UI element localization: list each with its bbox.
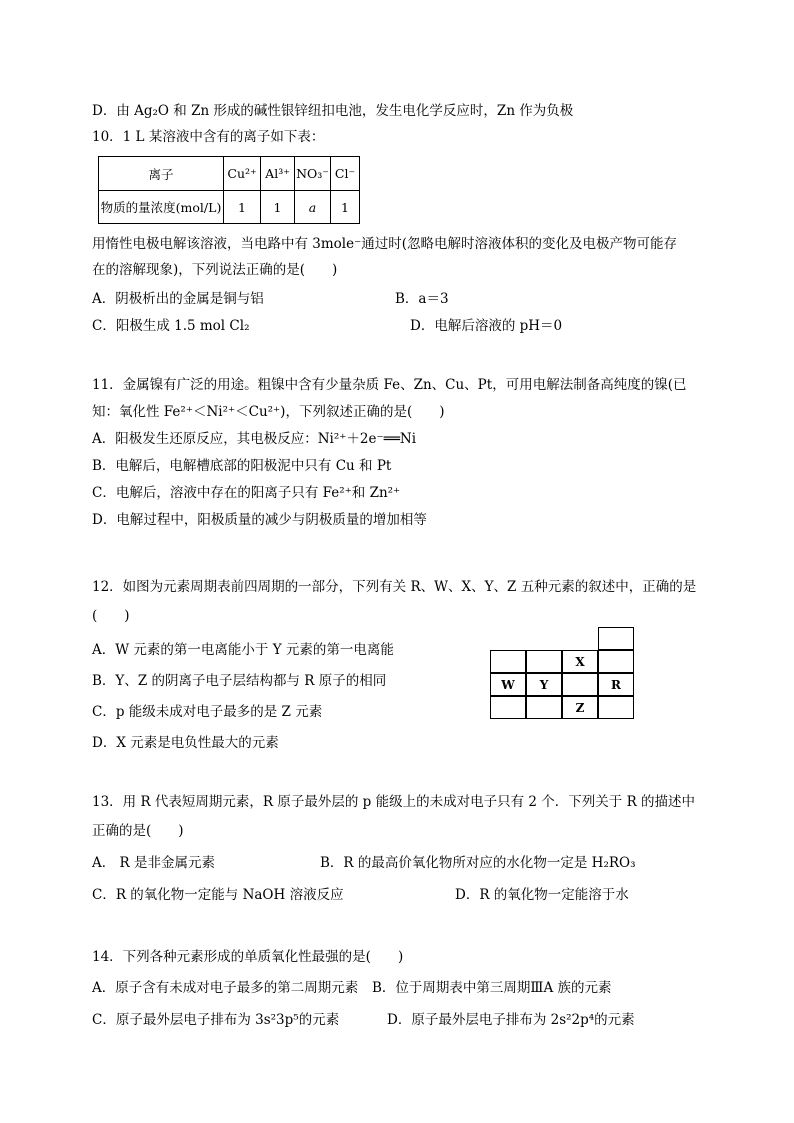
q10-option-b: B．a＝3 — [395, 291, 449, 307]
q10-option-a: A．阴极析出的金属是铜与铝 — [92, 291, 264, 307]
q11-option-d: D．电解过程中，阳极质量的减少与阴极质量的增加相等 — [92, 512, 427, 528]
grid-cell-y: Y — [526, 673, 562, 696]
q14-stem: 14．下列各种元素形成的单质氧化性最强的是( ) — [92, 949, 404, 965]
ion-table-header-row — [99, 157, 360, 191]
q13-option-a: A． R 是非金属元素 — [92, 855, 215, 871]
ion-table-cell: a — [295, 191, 331, 224]
grid-cell-r: R — [598, 673, 634, 696]
q12-stem-line1: 12．如图为元素周期表前四周期的一部分，下列有关 R、W、X、Y、Z 五种元素的叙述中，正确的是 — [92, 579, 697, 595]
ion-table-cell: 1 — [224, 191, 261, 224]
q11-option-a: A．阳极发生还原反应，其电极反应：Ni²⁺＋2e⁻══Ni — [92, 431, 417, 447]
ion-table-header-cell: Cu²⁺ — [224, 157, 261, 191]
grid-cell-empty — [490, 696, 526, 719]
grid-cell-empty — [598, 650, 634, 673]
q10-text-line1: 用惰性电极电解该溶液，当电路中有 3mole⁻通过时(忽略电解时溶液体积的变化及电极产物可能存 — [92, 236, 678, 252]
q10-option-d: D．电解后溶液的 pH＝0 — [410, 318, 563, 334]
ion-table-cell: 物质的量浓度(mol/L) — [99, 191, 224, 224]
q10-option-c: C．阳极生成 1.5 mol Cl₂ — [92, 318, 250, 334]
grid-cell-x: X — [562, 650, 598, 673]
q13-option-c: C．R 的氧化物一定能与 NaOH 溶液反应 — [92, 887, 344, 903]
q12-option-a: A．W 元素的第一电离能小于 Y 元素的第一电离能 — [92, 642, 394, 658]
ion-table-value-row — [99, 191, 360, 224]
grid-cell-empty — [490, 650, 526, 673]
ion-table-header-cell: NO₃⁻ — [295, 157, 331, 191]
q14-option-c: C．原子最外层电子排布为 3s²3p⁵的元素 — [92, 1012, 340, 1028]
q14-option-a: A．原子含有未成对电子最多的第二周期元素 — [92, 980, 359, 996]
grid-cell-empty — [526, 696, 562, 719]
grid-cell-empty — [562, 673, 598, 696]
q14-option-b: B．位于周期表中第三周期ⅢA 族的元素 — [372, 980, 612, 996]
grid-cell-empty — [598, 696, 634, 719]
grid-cell-z: Z — [562, 696, 598, 719]
q13-option-b: B．R 的最高价氧化物所对应的水化物一定是 H₂RO₃ — [320, 855, 636, 871]
ion-table-cell: 1 — [261, 191, 295, 224]
ion-table-header-cell: Al³⁺ — [261, 157, 295, 191]
q11-option-c: C．电解后，溶液中存在的阳离子只有 Fe²⁺和 Zn²⁺ — [92, 485, 401, 501]
q12-stem-line2: ( ) — [92, 608, 130, 624]
q10-stem: 10．1 L 某溶液中含有的离子如下表： — [92, 129, 325, 145]
q12-option-d: D．X 元素是电负性最大的元素 — [92, 735, 279, 751]
q11-stem-line2: 知：氧化性 Fe²⁺＜Ni²⁺＜Cu²⁺)，下列叙述正确的是( ) — [92, 404, 445, 420]
q14-option-d: D．原子最外层电子排布为 2s²2p⁴的元素 — [387, 1012, 635, 1028]
q10-text-line2: 在的溶解现象)，下列说法正确的是( ) — [92, 262, 338, 278]
q9-option-d: D．由 Ag₂O 和 Zn 形成的碱性银锌纽扣电池，发生电化学反应时，Zn 作为负极 — [92, 103, 574, 119]
grid-cell-w: W — [490, 673, 526, 696]
ion-table-header-cell: 离子 — [99, 157, 224, 191]
q13-stem-line1: 13．用 R 代表短周期元素，R 原子最外层的 p 能级上的未成对电子只有 2 个．下列关于 R 的描述中 — [92, 794, 696, 810]
q11-option-b: B．电解后，电解槽底部的阳极泥中只有 Cu 和 Pt — [92, 458, 392, 474]
q13-option-d: D．R 的氧化物一定能溶于水 — [455, 887, 629, 903]
periodic-table-fragment — [490, 627, 634, 719]
q11-stem-line1: 11．金属镍有广泛的用途。粗镍中含有少量杂质 Fe、Zn、Cu、Pt，可用电解法制备高纯度的镍(已 — [92, 377, 687, 393]
q12-option-c: C．p 能级未成对电子最多的是 Z 元素 — [92, 704, 323, 720]
grid-cell-empty — [526, 650, 562, 673]
ion-table-cell: 1 — [331, 191, 360, 224]
ion-table-header-cell: Cl⁻ — [331, 157, 360, 191]
grid-cell-empty — [598, 627, 634, 650]
q12-option-b: B．Y、Z 的阴离子电子层结构都与 R 原子的相同 — [92, 673, 387, 689]
ion-table — [98, 156, 360, 224]
q13-stem-line2: 正确的是( ) — [92, 823, 184, 839]
